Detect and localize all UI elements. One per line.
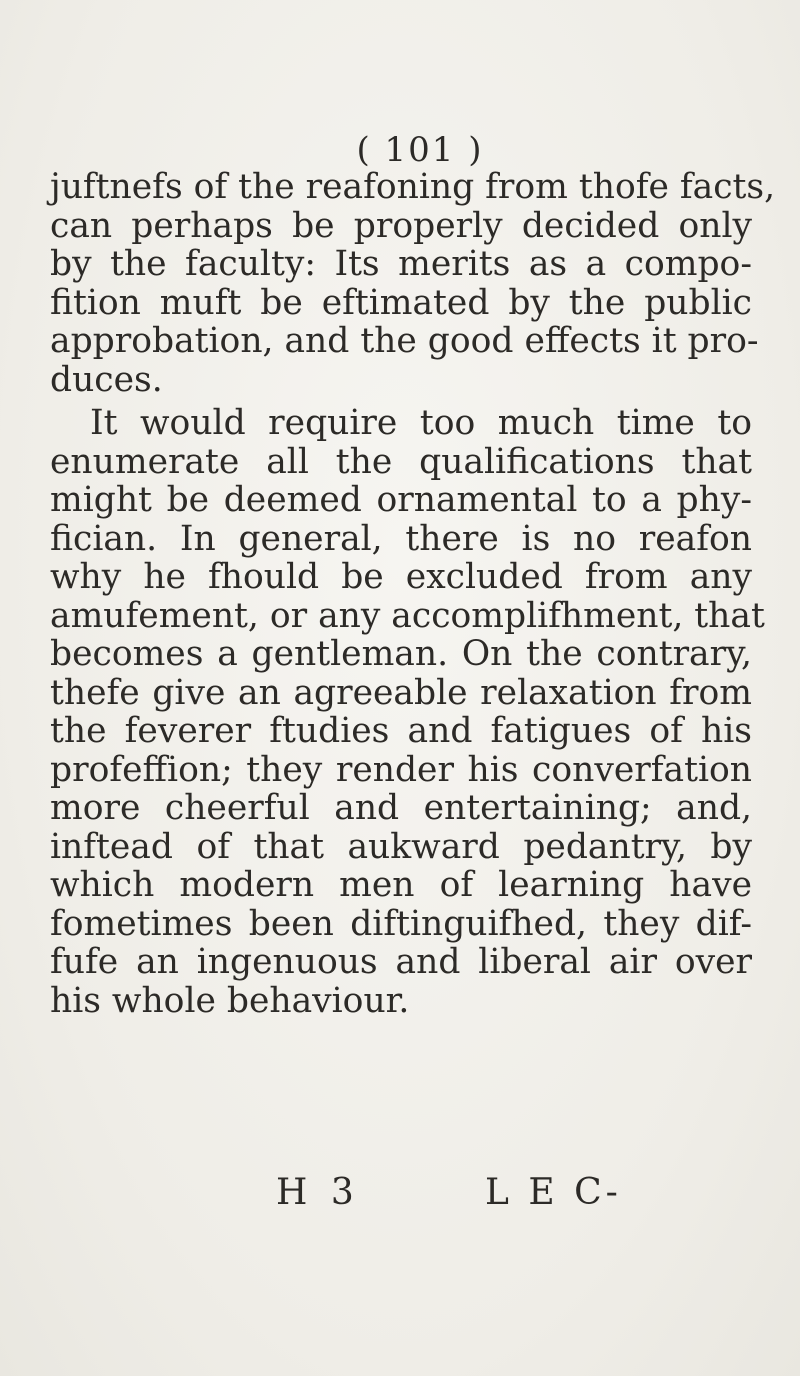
text-line: inftead of that aukward pedantry, by xyxy=(50,826,752,867)
text-line: fufe an ingenuous and liberal air over xyxy=(50,942,752,982)
text-line: the feverer ftudies and fatigues of his xyxy=(50,711,752,751)
signature-mark: H 3 xyxy=(276,1172,360,1213)
text-line: enumerate all the qualifications that xyxy=(50,441,752,482)
text-line: juftnefs of the reafoning from thofe facts, xyxy=(50,167,776,207)
text-line: which modern men of learning have xyxy=(50,865,752,905)
page-footer xyxy=(0,1172,800,1222)
text-line: fometimes been diftinguifhed, they dif- xyxy=(50,903,752,944)
text-line: amufement, or any accomplifhment, that xyxy=(50,595,765,636)
text-line: becomes a gentleman. On the contrary, xyxy=(50,634,752,674)
paragraph-1 xyxy=(50,167,776,400)
text-line: might be deemed ornamental to a phy- xyxy=(50,480,752,520)
text-line: why he fhould be excluded from any xyxy=(50,557,752,597)
text-line: It would require too much time to xyxy=(90,403,752,443)
page-number: ( 101 ) xyxy=(356,130,484,170)
text-line: his whole behaviour. xyxy=(50,980,410,1021)
catchword: L E C- xyxy=(485,1172,622,1213)
text-line: duces. xyxy=(50,359,163,400)
text-line: fician. In general, there is no reafon xyxy=(50,518,752,559)
text-line: more cheerful and entertaining; and, xyxy=(50,788,752,828)
paragraph-2 xyxy=(50,403,765,1021)
text-line: can perhaps be properly decided only xyxy=(50,205,752,246)
text-line: fition muft be eftimated by the public xyxy=(50,282,752,323)
text-line: thefe give an agreeable relaxation from xyxy=(50,672,752,713)
text-line: profeffion; they render his converfation xyxy=(50,749,752,790)
text-line: approbation, and the good effects it pro- xyxy=(50,321,759,361)
text-line: by the faculty: Its merits as a compo- xyxy=(50,244,752,284)
